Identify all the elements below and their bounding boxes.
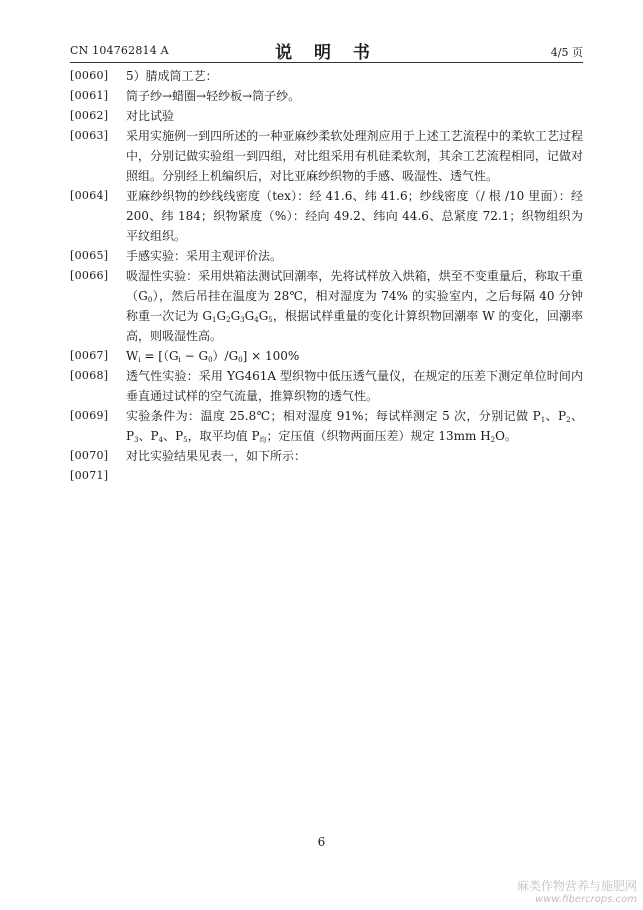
subscript: 4 (254, 316, 259, 324)
paragraph-0064 (70, 186, 583, 246)
formula-segment: − G (180, 349, 209, 363)
formula-segment: ] × 100% (242, 349, 300, 363)
text-segment: G (230, 309, 241, 323)
text-segment: 、P (126, 409, 583, 443)
formula-segment: = [（G (140, 349, 179, 363)
paragraph-number: [0062] (70, 109, 109, 122)
paragraph-text: 透气性实验：采用 YG461A 型织物中低压透气量仪，在规定的压差下测定单位时间内垂直通过试样的空气流量，推算织物的透气性。 (126, 369, 583, 403)
paragraph-text: 5）腈成筒工艺： (126, 69, 218, 83)
header-rule (70, 62, 583, 63)
paragraph-0060 (70, 66, 583, 86)
paragraph-number: [0061] (70, 89, 109, 102)
text-segment: 吸湿性实验：采用烘箱法测试回潮率，先将试样放入烘箱，烘至不变重量后，称取干重（G (126, 269, 583, 303)
paragraph-number: [0067] (70, 349, 109, 362)
page-of-total: 4/5 页 (550, 46, 583, 59)
paragraph-number: [0063] (70, 129, 109, 142)
text-segment: G (244, 309, 255, 323)
formula-segment: W (126, 349, 139, 363)
watermark-url: www.fibercrops.com (535, 894, 637, 905)
subscript: 0 (208, 356, 213, 364)
paragraph-0062 (70, 106, 583, 126)
subscript: 2 (490, 436, 496, 444)
paragraph-0061 (70, 86, 583, 106)
text-segment: ），然后吊挂在温度为 28℃，相对湿度为 74% 的实验室内，之后每隔 40 分钟称重一次记为 G (126, 289, 583, 323)
paragraph-0066 (70, 266, 583, 346)
subscript: 均 (259, 436, 267, 444)
paragraph-0065 (70, 246, 583, 266)
paragraph-number: [0071] (70, 469, 109, 482)
subscript: 3 (240, 316, 245, 324)
paragraph-number: [0068] (70, 369, 109, 382)
text-segment: O。 (495, 429, 517, 443)
formula-segment: ）/G (212, 349, 239, 363)
section-heading: 对比试验 (126, 109, 175, 123)
document-body (70, 66, 584, 482)
text-segment: G (258, 309, 269, 323)
text-segment: 实验条件为：温度 25.8℃；相对湿度 91%；每试样测定 5 次，分别记做 P (126, 409, 541, 423)
paragraph-0068 (70, 366, 583, 406)
text-segment: 、P (163, 429, 184, 443)
subscript: 5 (268, 316, 273, 324)
paragraph-number: [0064] (70, 189, 109, 202)
subscript: 0 (147, 296, 153, 304)
paragraph-0067-formula (70, 346, 583, 366)
paragraph-text: 对比实验结果见表一，如下所示： (126, 449, 307, 463)
subscript: i (178, 356, 181, 364)
subscript: 3 (134, 436, 139, 444)
paragraph-0063 (70, 126, 583, 186)
document-title: 说 明 书 (275, 43, 378, 63)
paragraph-number: [0065] (70, 249, 109, 262)
paragraph-0069 (70, 406, 583, 446)
text-segment: ，根据试样重量的变化计算织物回潮率 W 的变化，回潮率高，则吸湿性高。 (126, 309, 584, 343)
text-segment: ，取平均值 P (187, 429, 260, 443)
subscript: 4 (158, 436, 164, 444)
subscript: i (138, 356, 141, 364)
subscript: 1 (212, 316, 217, 324)
text-segment: ；定压值（织物两面压差）规定 13mm H (266, 429, 491, 443)
text-segment: 、P (545, 409, 567, 423)
page-number: 6 (317, 835, 326, 849)
publication-number: CN 104762814 A (70, 44, 169, 57)
subscript: 2 (226, 316, 231, 324)
paragraph-number: [0060] (70, 69, 109, 82)
subscript: 5 (183, 436, 188, 444)
paragraph-text: 筒子纱→蜡圈→轻纱板→筒子纱。 (126, 89, 301, 103)
watermark (517, 880, 637, 906)
paragraph-text: 亚麻纱织物的纱线线密度（tex）：经 41.6、纬 41.6；纱线密度（/ 根 /10 里面）：经 200、纬 184；织物紧度（%）：经向 49.2、纬向 44.6、总紧度 72.1；织物组织为平纹组织。 (126, 189, 583, 243)
page-header (70, 38, 583, 63)
text-segment: 、P (138, 429, 159, 443)
paragraph-number: [0066] (70, 269, 109, 282)
text-segment: G (216, 309, 227, 323)
subscript: 2 (566, 416, 571, 424)
paragraph-text: 手感实验：采用主观评价法。 (126, 249, 283, 263)
watermark-site-name: 麻类作物营养与施肥网 (516, 879, 637, 893)
subscript: 0 (238, 356, 243, 364)
paragraph-number: [0069] (70, 409, 109, 422)
paragraph-text: 采用实施例一到四所述的一种亚麻纱柔软处理剂应用于上述工艺流程中的柔软工艺过程中，分别记做实验组一到四组，对比组采用有机硅柔软剂，其余工艺流程相同，记做对照组。分别经上机编织后，对比亚麻纱织物的手感、吸湿性、透气性。 (126, 129, 583, 183)
paragraph-number: [0070] (70, 449, 109, 462)
subscript: 1 (540, 416, 546, 424)
paragraph-0070 (70, 446, 583, 466)
